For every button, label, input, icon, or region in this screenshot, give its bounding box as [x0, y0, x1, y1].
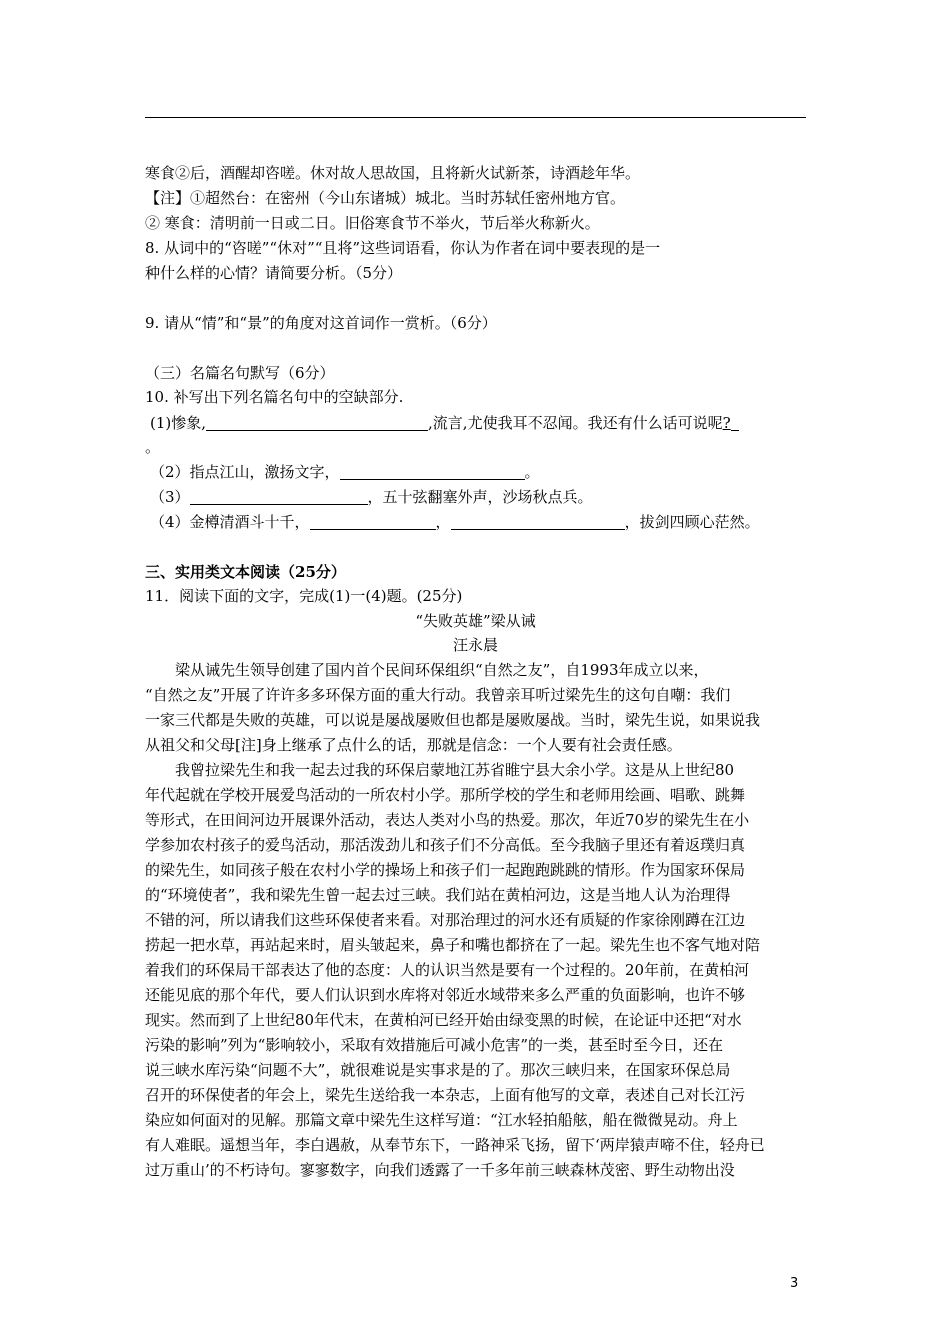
answer-blank-1[interactable] [206, 414, 428, 431]
answer-blank-3[interactable] [190, 488, 368, 505]
article-line: 过万重山’的不朽诗句。寥寥数字，向我们透露了一千多年前三峡森林茂密、野生动物出没 [145, 1161, 735, 1179]
article-line: 的梁先生，如同孩子般在农村小学的操场上和孩子们一起跑跑跳跳的情形。作为国家环保局 [145, 861, 746, 879]
question-10-item-2 [150, 461, 540, 483]
answer-blank-1b[interactable] [731, 414, 739, 431]
article-line: 学参加农村孩子的爱鸟活动，那活泼劲儿和孩子们不分高低。至今我脑子里还有着返璞归真 [145, 836, 746, 854]
question-10-item-4 [150, 511, 760, 533]
item-1-prefix: (1)惨象, [150, 414, 207, 432]
article-line: 我曾拉梁先生和我一起去过我的环保启蒙地江苏省睢宁县大余小学。这是从上世纪80 [175, 761, 735, 779]
part-3-heading: 三、实用类文本阅读（25分） [145, 563, 346, 581]
article-line: 捞起一把水草，再站起来时，眉头皱起来，鼻子和嘴也都挤在了一起。梁先生也不客气地对陪 [145, 936, 761, 954]
article-line: 说三峡水库污染“问题不大”，就很难说是实事求是的了。那次三峡归来，在国家环保总局 [145, 1061, 731, 1079]
article-line: 年代起就在学校开展爱鸟活动的一所农村小学。那所学校的学生和老师用绘画、唱歌、跳舞 [145, 786, 746, 804]
answer-blank-2[interactable] [340, 463, 525, 480]
answer-blank-4b[interactable] [451, 513, 625, 530]
article-line: 的“环境使者”，我和梁先生曾一起去过三峡。我们站在黄柏河边，这是当地人认为治理得 [145, 886, 731, 904]
article-line: 有人难眠。遥想当年，李白遇赦，从奉节东下，一路神采飞扬，留下‘两岸猿声啼不住，轻舟已 [145, 1136, 765, 1154]
item-4-mid: ， [435, 513, 451, 531]
item-2-suffix: 。 [524, 463, 540, 481]
item-1-suffix: ,流言,尤使我耳不忍闻。我还有什么话可说呢 [428, 414, 723, 432]
article-title: “失败英雄”梁从诫 [415, 612, 536, 630]
item-1-continuation: 。 [145, 438, 161, 456]
article-line: 一家三代都是失败的英雄，可以说是屡战屡败但也都是屡败屡战。当时，梁先生说，如果说我 [145, 711, 761, 729]
item-4-prefix: （4）金樽清酒斗十千， [150, 513, 310, 531]
article-line: 从祖父和父母[注]身上继承了点什么的话，那就是信念：一个人要有社会责任感。 [145, 736, 682, 754]
section-3-heading: （三）名篇名句默写（6分） [145, 364, 335, 382]
article-line: 等形式，在田间河边开展课外活动，表达人类对小鸟的热爱。那次，年近70岁的梁先生在小 [145, 811, 750, 829]
item-2-prefix: （2）指点江山，激扬文字， [150, 463, 340, 481]
answer-blank-4a[interactable] [310, 513, 436, 530]
question-10-item-1 [150, 412, 739, 434]
question-10-title: 10. 补写出下列名篇名句中的空缺部分. [145, 388, 404, 406]
article-line: 梁从诫先生领导创建了国内首个民间环保组织“自然之友”，自1993年成立以来， [175, 661, 709, 679]
question-10-item-3 [150, 486, 593, 508]
article-line: 染应如何面对的见解。那篇文章中梁先生这样写道：“江水轻拍船舷，船在微微晃动。舟上 [145, 1111, 738, 1129]
note-2: ② 寒食：清明前一日或二日。旧俗寒食节不举火，节后举火称新火。 [145, 214, 600, 232]
item-1-question-mark: ? [722, 414, 731, 432]
question-8-line1: 8. 从词中的“咨嗟”“休对”“且将”这些词语看，你认为作者在词中要表现的是一 [145, 239, 661, 257]
question-9: 9. 请从“情”和“景”的角度对这首词作一赏析。（6分） [145, 314, 497, 332]
question-11: 11．阅读下面的文字，完成(1)一(4)题。(25分) [145, 587, 463, 605]
article-line: 现实。然而到了上世纪80年代末，在黄柏河已经开始由绿变黑的时候，在论证中还把“对水 [145, 1011, 742, 1029]
item-3-prefix: （3） [150, 488, 190, 506]
note-1: 【注】①超然台：在密州（今山东诸城）城北。当时苏轼任密州地方官。 [145, 189, 626, 207]
header-rule [145, 117, 806, 118]
article-line: 还能见底的那个年代，要人们认识到水库将对邻近水域带来多么严重的负面影响，也许不够 [145, 986, 746, 1004]
article-line: 着我们的环保局干部表达了他的态度：人的认识当然是要有一个过程的。20年前，在黄柏河 [145, 961, 750, 979]
article-line: 不错的河，所以请我们这些环保使者来看。对那治理过的河水还有质疑的作家徐刚蹲在江边 [145, 911, 746, 929]
poem-tail: 寒食②后，酒醒却咨嗟。休对故人思故国，且将新火试新茶，诗酒趁年华。 [145, 164, 641, 182]
article-author: 汪永晨 [452, 636, 498, 654]
article-line: “自然之友”开展了许许多多环保方面的重大行动。我曾亲耳听过梁先生的这句自嘲：我们 [145, 686, 731, 704]
article-line: 召开的环保使者的年会上，梁先生送给我一本杂志，上面有他写的文章，表述自己对长江污 [145, 1086, 746, 1104]
article-line: 污染的影响”列为“影响较小，采取有效措施后可减小危害”的一类，甚至时至今日，还在 [145, 1036, 724, 1054]
question-8-line2: 种什么样的心情？请简要分析。（5分） [145, 264, 403, 282]
page-number: 3 [790, 1276, 799, 1291]
item-4-suffix: ，拔剑四顾心茫然。 [624, 513, 760, 531]
item-3-suffix: ，五十弦翻塞外声，沙场秋点兵。 [367, 488, 593, 506]
